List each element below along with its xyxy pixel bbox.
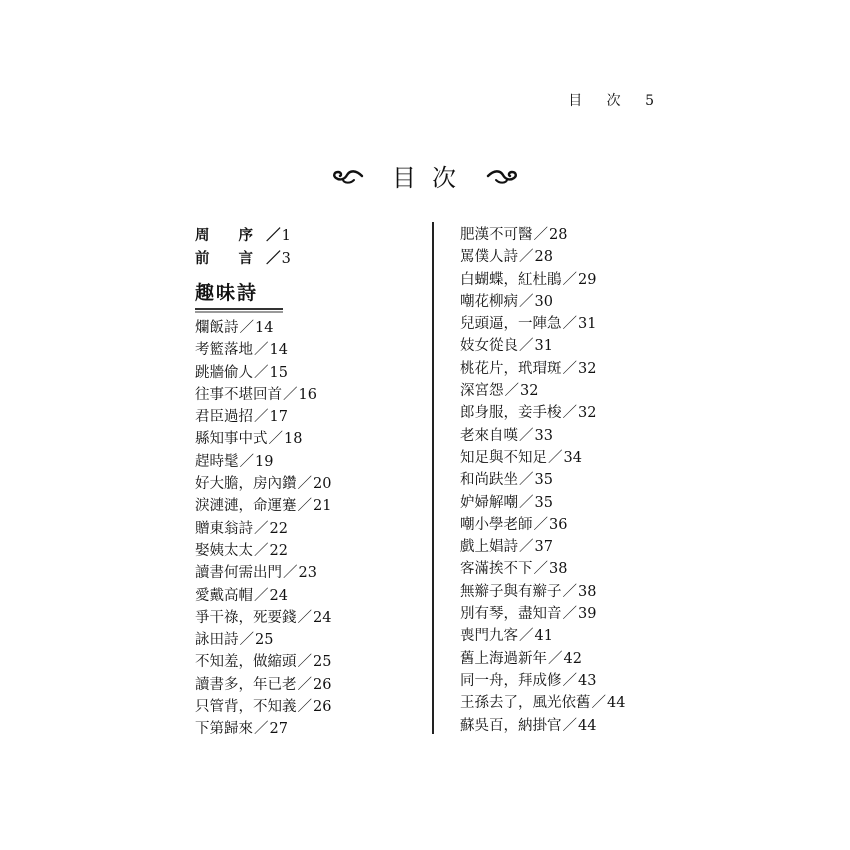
toc-entry[interactable] — [460, 246, 680, 268]
toc-entry-title: 讀書多，年已老 — [195, 676, 297, 693]
toc-entry-page: 23 — [298, 565, 317, 582]
toc-entry-title: 老來自嘆 — [460, 427, 518, 444]
toc-separator: ／ — [562, 271, 577, 288]
toc-entry-page: 44 — [578, 717, 597, 734]
toc-entry-title: 肥漢不可醫 — [460, 227, 533, 243]
toc-entry-title: 蘇吳百，納掛官 — [460, 717, 562, 734]
toc-separator: ／ — [562, 405, 577, 422]
toc-entry-title: 知足與不知足 — [460, 449, 547, 466]
toc-entry[interactable] — [460, 603, 680, 625]
toc-entry[interactable] — [460, 536, 680, 558]
toc-separator: ／ — [297, 654, 312, 671]
toc-separator: ／ — [519, 539, 534, 556]
toc-entry[interactable] — [195, 629, 420, 651]
running-header: 目 次 5 — [568, 93, 664, 109]
toc-entry-title: 同一舟，拜成修 — [460, 672, 562, 689]
toc-entry[interactable] — [195, 585, 420, 607]
toc-entry-title: 王孫去了，風光依舊 — [460, 695, 591, 712]
toc-entry-title: 桃花片，玳瑁斑 — [460, 360, 562, 377]
toc-separator: ／ — [254, 542, 269, 559]
toc-separator: ／ — [519, 628, 534, 645]
toc-entry-title: 君臣過招 — [195, 409, 253, 426]
toc-entry[interactable] — [460, 425, 680, 447]
toc-entry-page: 42 — [563, 650, 582, 667]
toc-separator: ／ — [562, 583, 577, 600]
toc-entry-title: 爭干祿，死要錢 — [195, 609, 297, 626]
toc-entry-title: 跳牆偷人 — [195, 364, 253, 381]
toc-entry-page: 41 — [534, 628, 553, 645]
toc-entry-title: 兒頭逼，一陣急 — [460, 316, 562, 333]
toc-entry-title: 好大膽，房內鑽 — [195, 476, 297, 493]
toc-entry[interactable] — [460, 358, 680, 380]
toc-entry-page: 3 — [281, 251, 291, 267]
toc-separator: ／ — [519, 249, 534, 266]
toc-separator: ／ — [297, 498, 312, 515]
toc-entry-title: 妒婦解嘲 — [460, 494, 518, 511]
toc-entry[interactable] — [195, 428, 420, 450]
toc-separator: ／ — [562, 316, 577, 333]
toc-right-list — [460, 224, 680, 737]
toc-entry-page: 19 — [255, 453, 274, 470]
toc-entry[interactable] — [460, 224, 680, 246]
toc-separator: ／ — [519, 293, 534, 310]
toc-entry-title: 爛飯詩 — [195, 320, 239, 336]
toc-entry-page: 18 — [284, 431, 303, 448]
toc-separator: ／ — [562, 717, 577, 734]
toc-entry-page: 26 — [313, 676, 332, 693]
toc-entry-title: 往事不堪回首 — [195, 386, 282, 403]
toc-entry[interactable] — [195, 518, 420, 540]
toc-entry-title: 周 序 — [195, 227, 266, 244]
right-ornament-icon — [486, 166, 520, 186]
toc-entry[interactable] — [460, 469, 680, 491]
toc-separator: ／ — [254, 587, 269, 604]
toc-entry-page: 30 — [534, 293, 553, 310]
toc-separator: ／ — [283, 565, 298, 582]
toc-entry-title: 罵僕人詩 — [460, 249, 518, 266]
toc-entry[interactable] — [460, 447, 680, 469]
toc-entry-page: 16 — [298, 386, 317, 403]
toc-entry[interactable] — [460, 402, 680, 424]
toc-separator: ／ — [297, 476, 312, 493]
toc-separator: ／ — [254, 342, 269, 359]
toc-entry-page: 31 — [578, 316, 597, 333]
toc-entry-title: 戲上娼詩 — [460, 539, 518, 556]
toc-entry-page: 21 — [313, 498, 332, 515]
toc-entry[interactable] — [460, 380, 680, 402]
toc-entry-page: 43 — [578, 672, 597, 689]
toc-entry[interactable] — [195, 718, 420, 740]
toc-separator: ／ — [519, 427, 534, 444]
toc-entry-title: 考籃落地 — [195, 342, 253, 359]
toc-entry-title: 娶姨太太 — [195, 542, 253, 559]
toc-entry-page: 31 — [534, 338, 553, 355]
toc-entry[interactable] — [195, 362, 420, 384]
toc-entry[interactable] — [460, 335, 680, 357]
toc-entry-page: 44 — [607, 695, 626, 712]
toc-entry-title: 縣知事中式 — [195, 431, 268, 448]
toc-entry-page: 26 — [313, 699, 332, 716]
toc-entry-page: 17 — [269, 409, 288, 426]
toc-entry[interactable] — [195, 651, 420, 673]
toc-entry-page: 24 — [269, 587, 288, 604]
toc-separator: ／ — [254, 520, 269, 537]
toc-entry-title: 喪門九客 — [460, 628, 518, 645]
toc-entry[interactable] — [460, 269, 680, 291]
toc-entry-page: 22 — [269, 520, 288, 537]
toc-separator: ／ — [504, 383, 519, 400]
toc-entry[interactable] — [460, 291, 680, 313]
toc-separator: ／ — [562, 360, 577, 377]
toc-title-block — [0, 158, 850, 193]
toc-entry-page: 27 — [269, 721, 288, 738]
toc-entry-page: 38 — [549, 561, 568, 578]
toc-entry-title: 深宮怨 — [460, 383, 504, 400]
toc-separator: ／ — [268, 431, 283, 448]
toc-separator: ／ — [239, 320, 254, 336]
toc-entry-title: 下第歸來 — [195, 721, 253, 738]
toc-separator: ／ — [266, 227, 281, 244]
toc-separator: ／ — [548, 650, 563, 667]
toc-separator: ／ — [562, 672, 577, 689]
toc-entry-page: 14 — [269, 342, 288, 359]
toc-entry-page: 38 — [578, 583, 597, 600]
toc-separator: ／ — [297, 609, 312, 626]
toc-separator: ／ — [548, 449, 563, 466]
toc-entry-page: 24 — [313, 609, 332, 626]
toc-separator: ／ — [254, 364, 269, 381]
toc-entry-page: 32 — [578, 360, 597, 377]
toc-entry[interactable] — [195, 317, 420, 339]
toc-entry-title: 和尚趺坐 — [460, 472, 518, 489]
toc-entry-page: 37 — [534, 539, 553, 556]
toc-separator: ／ — [297, 699, 312, 716]
toc-entry[interactable] — [460, 670, 680, 692]
section-heading: 趣味詩 — [195, 282, 259, 304]
toc-entry-page: 29 — [578, 271, 597, 288]
toc-entry-title: 讀書何需出門 — [195, 565, 282, 582]
toc-entry[interactable] — [460, 313, 680, 335]
toc-entry[interactable] — [460, 581, 680, 603]
toc-entry-page: 1 — [281, 228, 291, 244]
column-divider — [432, 222, 434, 734]
toc-entry-title: 客滿挨不下 — [460, 561, 533, 578]
toc-entry-title: 不知羞，做縮頭 — [195, 654, 297, 671]
toc-separator: ／ — [533, 561, 548, 578]
toc-separator: ／ — [519, 472, 534, 489]
toc-entry-page: 33 — [534, 427, 553, 444]
toc-entry-title: 詠田詩 — [195, 632, 239, 649]
toc-entry-title: 白蝴蝶，紅杜鵑 — [460, 271, 562, 288]
toc-separator: ／ — [519, 494, 534, 511]
toc-entry-title: 只管背，不知義 — [195, 699, 297, 716]
toc-entry-page: 34 — [563, 449, 582, 466]
toc-entry[interactable] — [460, 715, 680, 737]
toc-entry[interactable] — [460, 514, 680, 536]
toc-entry-page: 28 — [549, 227, 568, 243]
toc-separator: ／ — [533, 516, 548, 533]
toc-right-column — [460, 224, 680, 737]
toc-separator: ／ — [239, 632, 254, 649]
toc-entry[interactable] — [460, 692, 680, 714]
toc-entry-title: 淚漣漣，命運蹇 — [195, 498, 297, 515]
toc-entry-page: 39 — [578, 606, 597, 623]
toc-entry-title: 嘲花柳病 — [460, 293, 518, 310]
toc-entry-title: 贈東翁詩 — [195, 520, 253, 537]
toc-separator: ／ — [297, 676, 312, 693]
toc-entry-page: 35 — [534, 472, 553, 489]
toc-entry[interactable] — [195, 384, 420, 406]
toc-entry-page: 22 — [269, 542, 288, 559]
toc-entry[interactable] — [195, 451, 420, 473]
toc-separator: ／ — [533, 227, 548, 243]
toc-entry-page: 32 — [520, 383, 539, 400]
toc-entry[interactable] — [195, 495, 420, 517]
toc-left-column — [195, 224, 420, 741]
toc-entry[interactable] — [460, 558, 680, 580]
toc-entry-title: 郎身服，妾手梭 — [460, 405, 562, 422]
toc-entry-title: 前 言 — [195, 250, 266, 267]
toc-entry-page: 15 — [269, 364, 288, 381]
toc-entry-title: 趕時髦 — [195, 453, 239, 470]
toc-entry-title: 舊上海過新年 — [460, 650, 547, 667]
toc-separator: ／ — [266, 250, 281, 267]
toc-entry-page: 28 — [534, 249, 553, 266]
section-underline — [195, 308, 283, 310]
toc-entry[interactable] — [195, 339, 420, 361]
toc-entry-page: 32 — [578, 405, 597, 422]
toc-entry-title: 嘲小學老師 — [460, 516, 533, 533]
toc-entry-page: 36 — [549, 516, 568, 533]
toc-separator: ／ — [254, 409, 269, 426]
toc-separator: ／ — [591, 695, 606, 712]
toc-entry[interactable] — [195, 674, 420, 696]
toc-separator: ／ — [562, 606, 577, 623]
toc-entry[interactable] — [460, 648, 680, 670]
toc-entry-page: 25 — [255, 632, 274, 649]
toc-entry[interactable] — [195, 562, 420, 584]
toc-entry[interactable] — [460, 492, 680, 514]
toc-entry-page: 14 — [255, 320, 274, 336]
toc-entry-title: 愛戴高帽 — [195, 587, 253, 604]
toc-entry[interactable] — [195, 473, 420, 495]
toc-entry[interactable] — [195, 607, 420, 629]
toc-separator: ／ — [519, 338, 534, 355]
toc-separator: ／ — [283, 386, 298, 403]
toc-entry-title: 無辮子與有辮子 — [460, 583, 562, 600]
toc-entry[interactable] — [460, 625, 680, 647]
toc-separator: ／ — [254, 721, 269, 738]
toc-left-list — [195, 317, 420, 741]
toc-entry[interactable] — [195, 696, 420, 718]
left-ornament-icon — [330, 166, 364, 186]
page-title: 目次 — [392, 164, 472, 192]
toc-entry-page: 20 — [313, 476, 332, 493]
toc-entry-page: 35 — [534, 494, 553, 511]
toc-entry-preface[interactable] — [195, 224, 420, 247]
toc-entry-title: 別有琴，盡知音 — [460, 606, 562, 623]
toc-entry[interactable] — [195, 540, 420, 562]
toc-entry-page: 25 — [313, 654, 332, 671]
toc-separator: ／ — [239, 453, 254, 470]
toc-entry-foreword[interactable] — [195, 247, 420, 270]
toc-entry-title: 妓女從良 — [460, 338, 518, 355]
toc-entry[interactable] — [195, 406, 420, 428]
